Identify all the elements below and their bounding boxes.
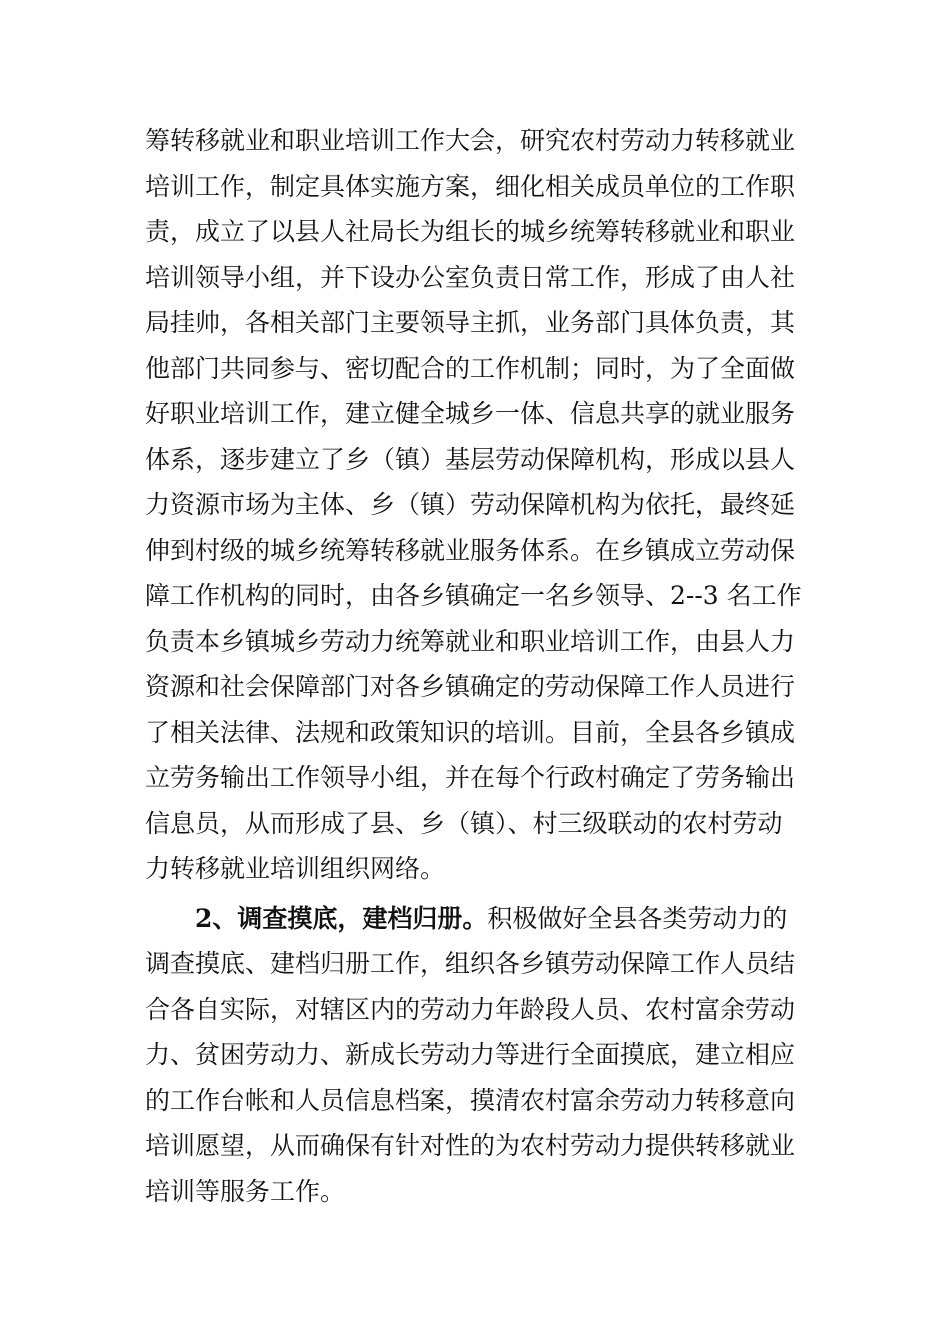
paragraph-line: 力、贫困劳动力、新成长劳动力等进行全面摸底，建立相应 (145, 1040, 796, 1069)
paragraph-line: 力转移就业培训组织网络。 (145, 854, 446, 883)
paragraph-line: 立劳务输出工作领导小组，并在每个行政村确定了劳务输出 (145, 763, 796, 792)
paragraph-line: 培训等服务工作。 (145, 1176, 346, 1206)
paragraph-line: 调查摸底、建档归册工作，组织各乡镇劳动保障工作人员结 (145, 949, 796, 978)
paragraph-line: 体系，逐步建立了乡（镇）基层劳动保障机构，形成以县人 (145, 444, 796, 474)
paragraph-line: 的工作台帐和人员信息档案，摸清农村富余劳动力转移意向 (145, 1085, 796, 1115)
paragraph-line: 合各自实际，对辖区内的劳动力年龄段人员、农村富余劳动 (145, 994, 796, 1024)
body-text (145, 118, 825, 1214)
paragraph-first-line (145, 896, 825, 942)
paragraph-2 (145, 896, 825, 1215)
paragraph-1 (145, 118, 825, 892)
paragraph-line: 他部门共同参与、密切配合的工作机制；同时，为了全面做 (145, 353, 796, 383)
paragraph-line: 障工作机构的同时，由各乡镇确定一名乡领导、2--3 名工作 (145, 581, 802, 610)
paragraph-line-text: 积极做好全县各类劳动力的 (487, 903, 788, 933)
paragraph-line: 局挂帅，各相关部门主要领导主抓，业务部门具体负责，其 (145, 308, 796, 337)
paragraph-line: 负责本乡镇城乡劳动力统筹就业和职业培训工作，由县人力 (145, 626, 796, 656)
paragraph-line: 好职业培训工作，建立健全城乡一体、信息共享的就业服务 (145, 399, 796, 428)
paragraph-line: 力资源市场为主体、乡（镇）劳动保障机构为依托，最终延 (145, 490, 796, 519)
paragraph-line: 资源和社会保障部门对各乡镇确定的劳动保障工作人员进行 (145, 672, 796, 701)
section-heading: 2、调查摸底，建档归册。 (195, 903, 488, 933)
paragraph-line: 信息员，从而形成了县、乡（镇）、村三级联动的农村劳动 (145, 808, 783, 838)
paragraph-line: 筹转移就业和职业培训工作大会，研究农村劳动力转移就业 (145, 126, 796, 155)
paragraph-line: 责，成立了以县人社局长为组长的城乡统筹转移就业和职业 (145, 217, 796, 246)
paragraph-line: 培训工作，制定具体实施方案，细化相关成员单位的工作职 (145, 171, 796, 201)
paragraph-line: 伸到村级的城乡统筹转移就业服务体系。在乡镇成立劳动保 (145, 535, 796, 565)
paragraph-line: 了相关法律、法规和政策知识的培训。目前，全县各乡镇成 (145, 717, 796, 747)
paragraph-line: 培训领导小组，并下设办公室负责日常工作，形成了由人社 (145, 262, 796, 292)
paragraph-line: 培训愿望，从而确保有针对性的为农村劳动力提供转移就业 (145, 1131, 796, 1160)
